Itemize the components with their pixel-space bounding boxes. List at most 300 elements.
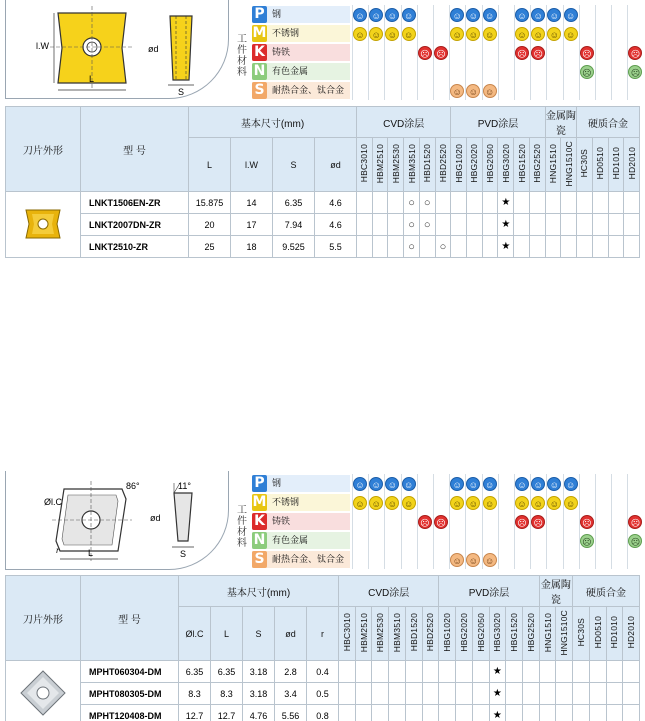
grid-line <box>530 531 531 550</box>
grid-line <box>530 62 531 81</box>
material-name-box <box>252 82 350 99</box>
suitability-face-icon: ☺ <box>385 477 399 491</box>
grid-line <box>433 493 434 512</box>
material-letter-badge: P <box>252 6 267 23</box>
suitability-face-icon: ☺ <box>564 477 578 491</box>
grade-cell <box>472 683 489 705</box>
grid-line <box>611 550 612 569</box>
grid-line <box>611 5 612 24</box>
header-grade-col <box>624 138 640 192</box>
grade-cell <box>514 214 530 236</box>
dim-value: 20 <box>189 214 231 236</box>
grade-cell <box>606 705 623 721</box>
grade-code: HBG2520 <box>532 144 543 183</box>
header-cvd: CVD涂层 <box>357 107 451 138</box>
suitability-face-icon: ☺ <box>450 8 464 22</box>
header-dim-col: S <box>273 138 315 192</box>
grade-cell <box>624 236 640 258</box>
suitability-face-icon: ☺ <box>483 553 497 567</box>
header-grade-col <box>522 607 539 661</box>
header-grade-col <box>419 138 435 192</box>
grid-line <box>384 550 385 569</box>
material-name: 铸铁 <box>272 47 291 57</box>
materials-vertical-label-2: 工件材料 <box>237 505 247 549</box>
grade-cell <box>608 236 624 258</box>
grid-line <box>384 531 385 550</box>
header-grade-col <box>577 138 593 192</box>
header-dim-col: ød <box>275 607 307 661</box>
dim-value: 4.76 <box>243 705 275 721</box>
grid-line <box>401 512 402 531</box>
table-row <box>6 236 640 258</box>
grade-cell <box>561 236 577 258</box>
material-letter-badge: M <box>252 494 267 510</box>
grade-cell <box>577 214 593 236</box>
header-grade-col <box>451 138 467 192</box>
material-cells <box>352 531 645 550</box>
table-row <box>6 214 640 236</box>
grade-cell <box>456 683 473 705</box>
grid-line <box>498 62 499 81</box>
grid-line <box>546 531 547 550</box>
recommended-star-icon: ★ <box>498 192 514 214</box>
grade-code: HBM3510 <box>392 612 403 653</box>
dim-value: 12.7 <box>211 705 243 721</box>
material-name: 钢 <box>272 478 282 488</box>
header-cermet: 金属陶瓷 <box>539 576 572 607</box>
grade-code: HBM3510 <box>406 143 417 184</box>
grade-cell <box>355 683 372 705</box>
grade-code: HBG1520 <box>516 144 527 183</box>
header-grade-col <box>608 138 624 192</box>
grid-line <box>579 5 580 24</box>
grid-line <box>401 550 402 569</box>
grid-line <box>611 531 612 550</box>
grade-cell <box>339 705 356 721</box>
material-row-m <box>252 24 645 43</box>
suitability-face-icon: ☺ <box>450 27 464 41</box>
grid-line <box>546 62 547 81</box>
grade-cell <box>608 214 624 236</box>
header-grade-col <box>422 607 439 661</box>
grade-cell <box>624 192 640 214</box>
grid-line <box>417 474 418 493</box>
grid-line <box>595 550 596 569</box>
suitability-face-icon: ☺ <box>531 496 545 510</box>
model-code: LNKT1506EN-ZR <box>81 192 189 214</box>
dim-value: 15.875 <box>189 192 231 214</box>
dim-value: 4.6 <box>315 214 357 236</box>
header-grade-col <box>389 607 406 661</box>
grade-code: HBC3010 <box>359 144 370 183</box>
grid-line <box>563 550 564 569</box>
grid-line <box>433 531 434 550</box>
suitability-face-icon: ☺ <box>402 477 416 491</box>
grid-line <box>546 81 547 100</box>
material-letter-badge: K <box>252 44 267 61</box>
suitability-face-icon: ☹ <box>434 515 448 529</box>
header-dim-col: l.W <box>231 138 273 192</box>
grade-cell <box>419 236 435 258</box>
grade-cell <box>388 236 404 258</box>
material-name-box <box>252 532 350 549</box>
recommended-star-icon: ★ <box>498 236 514 258</box>
grade-cell <box>539 661 556 683</box>
material-cells <box>352 474 645 493</box>
header-dim-col: r <box>307 607 339 661</box>
material-row-p <box>252 5 645 24</box>
grade-cell <box>388 214 404 236</box>
grid-line <box>627 493 628 512</box>
material-name-box <box>252 44 350 61</box>
header-grade-col <box>355 607 372 661</box>
grade-cell <box>439 661 456 683</box>
suitability-face-icon: ☹ <box>628 534 642 548</box>
suitability-face-icon: ☺ <box>466 84 480 98</box>
grid-line <box>498 531 499 550</box>
suitability-face-icon: ☺ <box>564 27 578 41</box>
diagram-label-ic: Øl.C <box>44 497 62 507</box>
grade-cell <box>422 705 439 721</box>
grid-line <box>384 81 385 100</box>
material-name-box <box>252 494 350 511</box>
header-grade-col <box>456 607 473 661</box>
grade-cell <box>339 683 356 705</box>
grid-line <box>595 493 596 512</box>
grade-cell <box>372 192 388 214</box>
material-name: 有色金属 <box>272 66 309 76</box>
suitability-face-icon: ☺ <box>515 27 529 41</box>
suitability-face-icon: ☺ <box>450 496 464 510</box>
grade-cell <box>545 236 561 258</box>
available-circle-icon: ○ <box>404 236 420 258</box>
grade-cell <box>514 192 530 214</box>
grade-code: HD0510 <box>595 147 606 180</box>
header-grade-col <box>405 607 422 661</box>
grade-cell <box>372 214 388 236</box>
material-letter-badge: N <box>253 532 266 548</box>
diagram-label-l: L <box>89 74 95 84</box>
dim-value: 5.56 <box>275 705 307 721</box>
insert-shape-image <box>6 192 81 258</box>
dim-value: 18 <box>231 236 273 258</box>
grade-cell <box>573 683 590 705</box>
grid-line <box>498 512 499 531</box>
suitability-face-icon: ☹ <box>580 65 594 79</box>
grade-cell <box>472 705 489 721</box>
grid-line <box>514 81 515 100</box>
material-row-k <box>252 43 645 62</box>
diagram-label-s: S <box>178 87 185 97</box>
grid-line <box>433 81 434 100</box>
header-grade-col <box>573 607 590 661</box>
header-cermet: 金属陶瓷 <box>545 107 576 138</box>
grade-cell <box>389 705 406 721</box>
grade-cell <box>522 661 539 683</box>
grid-line <box>465 531 466 550</box>
suitability-face-icon: ☺ <box>564 8 578 22</box>
grade-cell <box>623 705 640 721</box>
diagram-label-angle-86: 86° <box>126 481 140 491</box>
header-grade-col <box>498 138 514 192</box>
grade-cell <box>506 683 523 705</box>
grade-code: HBM2530 <box>375 612 386 653</box>
grid-line <box>482 531 483 550</box>
suitability-face-icon: ☺ <box>483 496 497 510</box>
suitability-face-icon: ☹ <box>531 46 545 60</box>
material-name-box <box>252 475 350 492</box>
grade-cell <box>467 214 483 236</box>
grid-line <box>563 81 564 100</box>
grade-cell <box>573 705 590 721</box>
grade-cell <box>529 214 545 236</box>
grade-code: HD1010 <box>609 616 620 649</box>
suitability-face-icon: ☺ <box>353 8 367 22</box>
grid-line <box>595 512 596 531</box>
grade-code: HBG1520 <box>509 613 520 652</box>
available-circle-icon: ○ <box>404 214 420 236</box>
grid-line <box>482 43 483 62</box>
grade-code: HBD1520 <box>422 144 433 183</box>
suitability-face-icon: ☺ <box>402 27 416 41</box>
dim-value: 6.35 <box>211 661 243 683</box>
suitability-face-icon: ☹ <box>434 46 448 60</box>
dim-value: 25 <box>189 236 231 258</box>
grid-line <box>579 81 580 100</box>
grade-cell <box>355 661 372 683</box>
grade-cell <box>389 661 406 683</box>
header-grade-col <box>404 138 420 192</box>
dim-value: 5.5 <box>315 236 357 258</box>
table-row <box>6 192 640 214</box>
grade-cell <box>467 236 483 258</box>
grid-line <box>417 62 418 81</box>
grade-cell <box>451 236 467 258</box>
suitability-face-icon: ☺ <box>483 477 497 491</box>
material-letter-badge: S <box>252 551 267 568</box>
grid-line <box>627 5 628 24</box>
header-carbide: 硬质合金 <box>573 576 640 607</box>
grade-cell <box>439 683 456 705</box>
grid-line <box>514 531 515 550</box>
grade-cell <box>451 214 467 236</box>
diagram-label-lw: l.W <box>36 41 49 51</box>
grid-line <box>563 512 564 531</box>
grade-code: HBG1020 <box>453 144 464 183</box>
suitability-face-icon: ☺ <box>450 84 464 98</box>
header-grade-col <box>506 607 523 661</box>
suitability-face-icon: ☺ <box>547 496 561 510</box>
dim-value: 7.94 <box>273 214 315 236</box>
grade-cell <box>556 683 573 705</box>
table-row <box>6 661 640 683</box>
grade-code: HBG2520 <box>525 613 536 652</box>
insert-shape-image <box>6 661 81 721</box>
header-grade-col <box>372 138 388 192</box>
grid-line <box>498 43 499 62</box>
grid-line <box>433 62 434 81</box>
grid-line <box>449 512 450 531</box>
diagram-label-angle-11: 11° <box>178 481 191 491</box>
insert-diagram-mpht <box>5 471 229 570</box>
grade-code: HBG1020 <box>442 613 453 652</box>
grade-cell <box>608 192 624 214</box>
dim-value: 3.4 <box>275 683 307 705</box>
insert-diagram-lnkt <box>5 0 229 99</box>
material-cells <box>352 43 645 62</box>
grid-line <box>417 531 418 550</box>
grade-cell <box>357 236 373 258</box>
available-circle-icon: ○ <box>419 214 435 236</box>
grid-line <box>384 62 385 81</box>
grade-cell <box>472 661 489 683</box>
grid-line <box>595 43 596 62</box>
grid-line <box>611 62 612 81</box>
dim-value: 17 <box>231 214 273 236</box>
suitability-face-icon: ☺ <box>402 496 416 510</box>
grade-code: HD2010 <box>626 147 637 180</box>
grade-cell <box>339 661 356 683</box>
header-grade-col <box>606 607 623 661</box>
grid-line <box>401 62 402 81</box>
material-letter-badge: P <box>252 475 267 492</box>
model-code: LNKT2510-ZR <box>81 236 189 258</box>
grid-line <box>465 43 466 62</box>
material-row-k <box>252 512 645 531</box>
grade-code: HBM2530 <box>390 143 401 184</box>
grid-line <box>368 550 369 569</box>
grid-line <box>530 550 531 569</box>
grade-cell <box>606 661 623 683</box>
grid-line <box>368 81 369 100</box>
material-cells <box>352 550 645 569</box>
header-grade-col <box>556 607 573 661</box>
grid-line <box>563 43 564 62</box>
grid-line <box>465 512 466 531</box>
grade-cell <box>556 705 573 721</box>
grade-cell <box>456 705 473 721</box>
grade-cell <box>589 683 606 705</box>
grid-line <box>611 24 612 43</box>
dim-value: 12.7 <box>179 705 211 721</box>
grid-line <box>627 474 628 493</box>
grade-cell <box>545 192 561 214</box>
grid-line <box>352 550 353 569</box>
suitability-face-icon: ☺ <box>450 477 464 491</box>
grade-cell <box>522 683 539 705</box>
grid-line <box>352 43 353 62</box>
grade-cell <box>372 236 388 258</box>
material-name-box <box>252 25 350 42</box>
header-dim-col: Øl.C <box>179 607 211 661</box>
header-grade-col <box>482 138 498 192</box>
suitability-face-icon: ☺ <box>353 477 367 491</box>
material-row-s <box>252 81 645 100</box>
grade-cell <box>372 661 389 683</box>
grid-line <box>627 81 628 100</box>
suitability-face-icon: ☹ <box>580 534 594 548</box>
header-dim-col: S <box>243 607 275 661</box>
grade-code: HBD1520 <box>408 613 419 652</box>
grid-line <box>433 550 434 569</box>
suitability-face-icon: ☺ <box>547 8 561 22</box>
grid-line <box>417 5 418 24</box>
grade-code: HBG3020 <box>500 144 511 183</box>
grade-cell <box>405 683 422 705</box>
material-name: 不锈钢 <box>272 28 300 38</box>
grade-cell <box>561 214 577 236</box>
header-grade-col <box>489 607 506 661</box>
grade-cell <box>623 683 640 705</box>
header-grade-col <box>439 607 456 661</box>
suitability-face-icon: ☺ <box>402 8 416 22</box>
suitability-face-icon: ☺ <box>353 27 367 41</box>
suitability-face-icon: ☺ <box>531 8 545 22</box>
model-code: MPHT080305-DM <box>81 683 179 705</box>
grade-cell <box>592 214 608 236</box>
grade-cell <box>539 705 556 721</box>
header-grade-col <box>529 138 545 192</box>
suitability-face-icon: ☺ <box>547 27 561 41</box>
grade-cell <box>435 214 451 236</box>
header-model: 型 号 <box>81 107 189 192</box>
grid-line <box>514 62 515 81</box>
grade-code: HNG1510C <box>563 140 574 187</box>
material-letter-badge: K <box>252 513 267 530</box>
lnkt-insert-icon <box>18 204 68 244</box>
grade-cell <box>561 192 577 214</box>
header-dim-col: L <box>189 138 231 192</box>
dim-value: 0.4 <box>307 661 339 683</box>
grid-line <box>611 512 612 531</box>
grade-cell <box>577 192 593 214</box>
header-grade-col <box>539 607 556 661</box>
grade-cell <box>439 705 456 721</box>
suitability-face-icon: ☺ <box>483 8 497 22</box>
grade-cell <box>506 705 523 721</box>
suitability-face-icon: ☹ <box>418 515 432 529</box>
suitability-face-icon: ☺ <box>369 8 383 22</box>
grade-code: HBD2520 <box>437 144 448 183</box>
grade-cell <box>372 705 389 721</box>
grade-cell <box>388 192 404 214</box>
material-name-box <box>252 551 350 568</box>
grade-code: HD0510 <box>592 616 603 649</box>
material-name-box <box>252 63 350 80</box>
material-cells <box>352 62 645 81</box>
material-name: 铸铁 <box>272 516 291 526</box>
header-grade-col <box>514 138 530 192</box>
material-cells <box>352 81 645 100</box>
suitability-face-icon: ☺ <box>531 477 545 491</box>
header-model: 型 号 <box>81 576 179 661</box>
grade-cell <box>623 661 640 683</box>
suitability-face-icon: ☺ <box>450 553 464 567</box>
mpht-insert-icon <box>17 667 69 719</box>
grade-cell <box>482 214 498 236</box>
header-shape: 刀片外形 <box>6 576 81 661</box>
diagram-label-r: r <box>56 545 60 555</box>
grade-cell <box>556 661 573 683</box>
grade-cell <box>357 214 373 236</box>
suitability-face-icon: ☺ <box>515 496 529 510</box>
grid-line <box>449 531 450 550</box>
grid-line <box>546 550 547 569</box>
grade-cell <box>514 236 530 258</box>
suitability-face-icon: ☺ <box>564 496 578 510</box>
suitability-face-icon: ☹ <box>515 515 529 529</box>
grade-cell <box>355 705 372 721</box>
